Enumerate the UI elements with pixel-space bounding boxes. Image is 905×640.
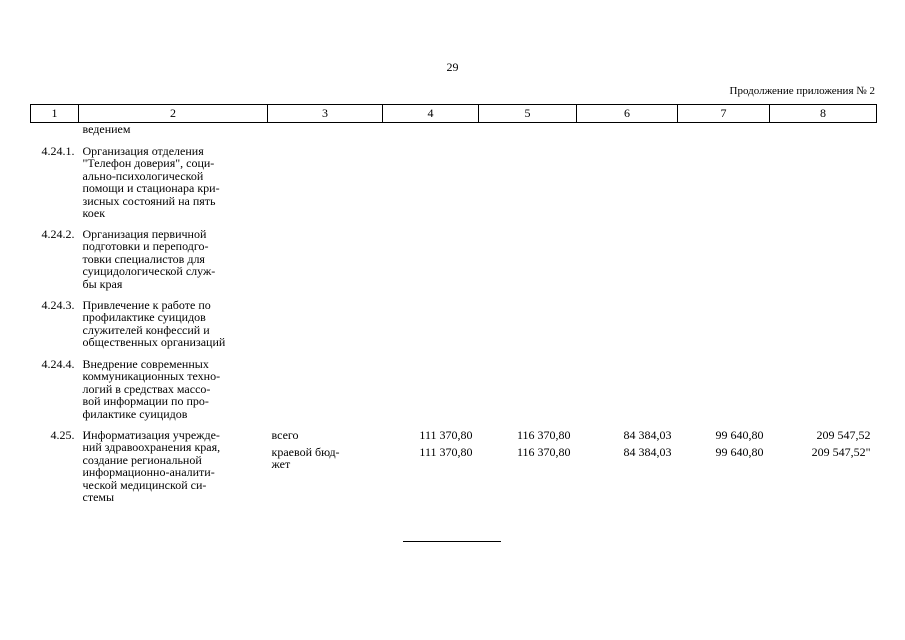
row-source: всего (271, 427, 299, 442)
page-number: 29 (446, 60, 459, 74)
row-code: 4.24.2. (41, 226, 75, 241)
row-value-7 (678, 299, 770, 358)
row-value-6 (577, 123, 678, 145)
row-value-5: 116 370,80 (516, 444, 571, 459)
header-col-3: 3 (268, 105, 383, 123)
row-code: 4.24.1. (41, 143, 75, 158)
row-source (268, 299, 383, 358)
row-value-8 (770, 145, 877, 228)
header-col-2: 2 (79, 105, 268, 123)
row-value-8: 209 547,52 (816, 427, 871, 442)
table-row (31, 299, 877, 358)
header-col-4: 4 (383, 105, 479, 123)
row-value-8 (770, 228, 877, 299)
row-value-7: 99 640,80 (715, 427, 764, 442)
row-source: краевой бюд- жет (271, 444, 340, 471)
header-col-7: 7 (678, 105, 770, 123)
table-row (31, 123, 877, 145)
table-row (31, 358, 877, 429)
row-value-4 (383, 145, 479, 228)
row-value-7 (678, 145, 770, 228)
row-value-4: 111 370,80 (419, 427, 473, 442)
header-row (31, 105, 877, 123)
header-col-6: 6 (577, 105, 678, 123)
row-value-6 (577, 145, 678, 228)
row-value-8 (770, 123, 877, 145)
row-value-7 (678, 123, 770, 145)
row-value-5 (479, 299, 577, 358)
row-name: Организация отделения "Телефон доверия", соци- ально-психологической помощи и стационара кри- зисных состояний на пять коек (82, 143, 220, 220)
row-value-7 (678, 228, 770, 299)
row-code: 4.25. (50, 427, 75, 442)
row-code (31, 123, 79, 145)
row-value-4 (383, 299, 479, 358)
row-value-5 (479, 358, 577, 429)
row-value-6 (577, 358, 678, 429)
row-value-5: 116 370,80 (516, 427, 571, 442)
row-source (268, 123, 383, 145)
table-row (31, 429, 877, 446)
row-value-4 (383, 358, 479, 429)
row-code: 4.24.4. (41, 356, 75, 371)
row-value-8 (770, 358, 877, 429)
row-source (268, 228, 383, 299)
row-value-6: 84 384,03 (623, 427, 672, 442)
row-value-8: 209 547,52" (811, 444, 871, 459)
row-value-4: 111 370,80 (419, 444, 473, 459)
header-col-5: 5 (479, 105, 577, 123)
row-value-5 (479, 228, 577, 299)
closing-rule (403, 541, 501, 542)
row-name: Информатизация учрежде- ний здравоохранения края, создание региональной информационно-аналити- ческой медицинской си- стемы (82, 427, 221, 504)
row-source (268, 145, 383, 228)
header-col-8: 8 (770, 105, 877, 123)
header-col-1: 1 (31, 105, 79, 123)
row-value-6: 84 384,03 (623, 444, 672, 459)
row-code: 4.24.3. (41, 297, 75, 312)
table-row (31, 228, 877, 299)
budget-table (30, 104, 877, 504)
row-value-7 (678, 358, 770, 429)
row-value-8 (770, 299, 877, 358)
row-value-5 (479, 145, 577, 228)
row-value-6 (577, 228, 678, 299)
continuation-label: Продолжение приложения № 2 (729, 85, 875, 97)
row-name: Привлечение к работе по профилактике суицидов служителей конфессий и общественных организаций (82, 297, 226, 349)
row-name: Внедрение современных коммуникационных техно- логий в средствах массо- вой информации по про- филактике суицидов (82, 356, 221, 421)
row-source (268, 358, 383, 429)
row-code (31, 446, 79, 504)
row-value-4 (383, 123, 479, 145)
row-name: Организация первичной подготовки и переподго- товки специалистов для суицидологической служ- бы края (82, 226, 216, 291)
row-value-6 (577, 299, 678, 358)
row-name: ведением (82, 122, 131, 136)
row-value-4 (383, 228, 479, 299)
table-row (31, 145, 877, 228)
row-value-5 (479, 123, 577, 145)
row-value-7: 99 640,80 (715, 444, 764, 459)
